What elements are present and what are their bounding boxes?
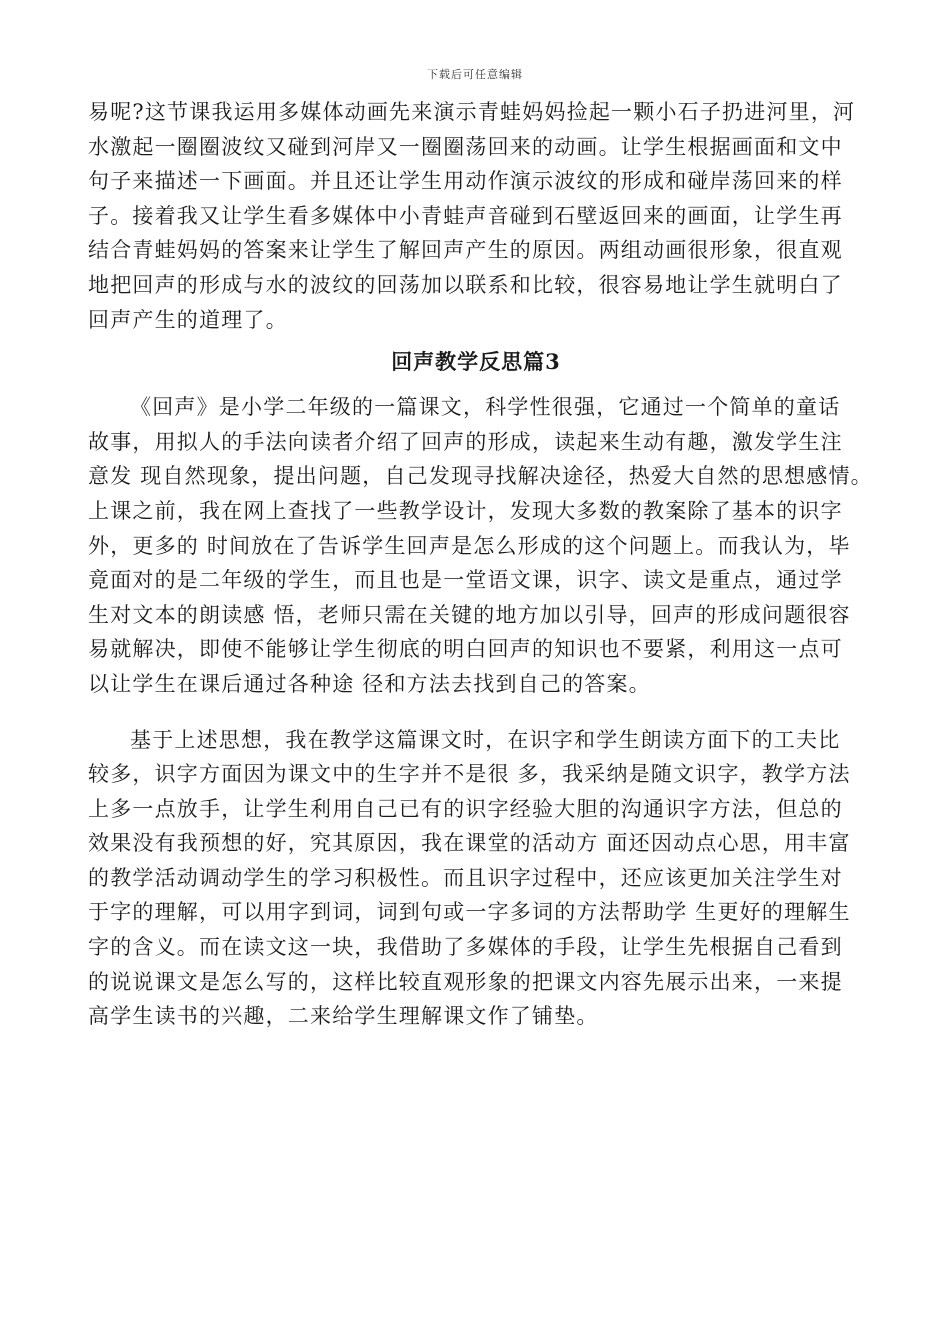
text-line: 易呢?这节课我运用多媒体动画先来演示青蛙妈妈捡起一颗小石子扔进河里，河	[88, 100, 856, 124]
text-line: 结合青蛙妈妈的答案来让学生了解回声产生的原因。两组动画很形象，很直观	[88, 238, 843, 263]
paragraph-3	[88, 723, 864, 1034]
section-title: 回声教学反思篇3	[391, 349, 561, 375]
text-line: 效果没有我预想的好，究其原因，我在课堂的活动方 面还因动点心思，用丰富	[88, 831, 851, 856]
text-line: 较多，识字方面因为课文中的生字并不是很 多，我采纳是随文识字，教学方法	[88, 762, 851, 787]
text-line: 基于上述思想，我在教学这篇课文时，在识字和学生朗读方面下的工夫比	[130, 727, 841, 752]
text-line: 意发 现自然现象，提出问题，自己发现寻找解决途径，热爱大自然的思想感情。	[88, 464, 873, 489]
text-line: 水激起一圈圈波纹又碰到河岸又一圈圈荡回来的动画。让学生根据画面和文中	[88, 134, 843, 159]
document-body	[88, 95, 873, 1034]
text-line: 生对文本的朗读感 悟，老师只需在关键的地方加以引导，回声的形成问题很容	[88, 602, 851, 627]
text-line: 的教学活动调动学生的学习积极性。而且识字过程中，还应该更加关注学生对	[88, 865, 843, 890]
text-line: 字的含义。而在读文这一块，我借助了多媒体的手段，让学生先根据自己看到	[88, 935, 843, 960]
text-line: 上课之前，我在网上查找了一些教学设计，发现大多数的教案除了基本的识字	[88, 498, 843, 523]
text-line: 于字的理解，可以用字到词，词到句或一字多词的方法帮助学 生更好的理解生	[88, 900, 851, 925]
paragraph-2	[88, 390, 873, 701]
text-line: 竟面对的是二年级的学生，而且也是一堂语文课，识字、读文是重点，通过学	[88, 568, 843, 593]
text-line: 回声产生的道理了。	[88, 307, 288, 332]
text-line: 句子来描述一下画面。并且还让学生用动作演示波纹的形成和碰岸荡回来的样	[88, 169, 843, 194]
text-line: 外，更多的 时间放在了告诉学生回声是怎么形成的这个问题上。而我认为，毕	[88, 533, 851, 558]
text-line: 易就解决，即使不能够让学生彻底的明白回声的知识也不要紧，利用这一点可	[88, 637, 843, 662]
paragraph-1	[88, 95, 864, 337]
text-line: 的说说课文是怎么写的，这样比较直观形象的把课文内容先展示出来，一来提	[88, 969, 843, 994]
text-line: 《回声》是小学二年级的一篇课文，科学性很强，它通过一个简单的童话	[130, 395, 841, 420]
text-line: 高学生读书的兴趣，二来给学生理解课文作了铺垫。	[88, 1004, 599, 1029]
page-header: 下载后可任意编辑	[427, 68, 523, 81]
text-line: 故事，用拟人的手法向读者介绍了回声的形成，读起来生动有趣，激发学生注	[88, 429, 843, 454]
text-line: 以让学生在课后通过各种途 径和方法去找到自己的答案。	[88, 671, 651, 696]
text-line: 地把回声的形成与水的波纹的回荡加以联系和比较，很容易地让学生就明白了	[88, 272, 843, 297]
text-line: 上多一点放手，让学生利用自己已有的识字经验大胆的沟通识字方法，但总的	[88, 796, 843, 821]
text-line: 子。接着我又让学生看多媒体中小青蛙声音碰到石壁返回来的画面，让学生再	[88, 203, 843, 228]
